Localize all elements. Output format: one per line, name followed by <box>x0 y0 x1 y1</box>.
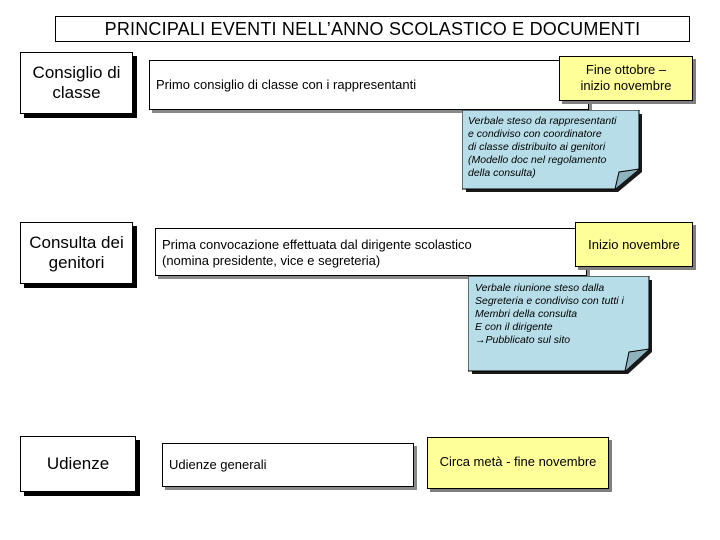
date-box <box>427 437 609 489</box>
date-label: Inizio novembre <box>588 236 680 252</box>
event-box <box>149 60 589 110</box>
event-box <box>162 443 414 487</box>
event-label: Udienze generali <box>169 457 267 472</box>
category-label: Udienze <box>46 454 110 473</box>
date-box <box>575 222 693 267</box>
event-label: Prima convocazione effettuata dal dirigente scolastico (nomina presidente, vice e segreteria) <box>162 237 472 268</box>
category-consulta-dei-genitori <box>20 222 133 284</box>
category-consiglio-di-classe <box>20 52 133 114</box>
event-label: Primo consiglio di classe con i rappresentanti <box>156 77 417 92</box>
note-document <box>462 110 646 196</box>
event-box <box>155 228 587 276</box>
note-document <box>468 276 656 376</box>
date-label: Circa metà - fine novembre <box>439 454 597 469</box>
category-udienze <box>20 436 136 492</box>
note-text: Verbale steso da rappresentanti e condiviso con coordinatore di classe distribuito ai genitori (Modello doc nel regolamento della consulta) <box>468 115 617 179</box>
category-label: Consulta dei genitori <box>29 233 124 272</box>
note-text: Verbale riunione steso dalla Segreteria e condiviso con tutti i Membri della consulta E con il dirigente →Pubblicato sul sito <box>475 282 624 346</box>
category-label: Consiglio di classe <box>32 63 121 102</box>
date-box <box>559 56 693 101</box>
date-label: Fine ottobre – inizio novembre <box>580 62 672 93</box>
page-title: PRINCIPALI EVENTI NELL’ANNO SCOLASTICO E DOCUMENTI <box>55 16 690 42</box>
